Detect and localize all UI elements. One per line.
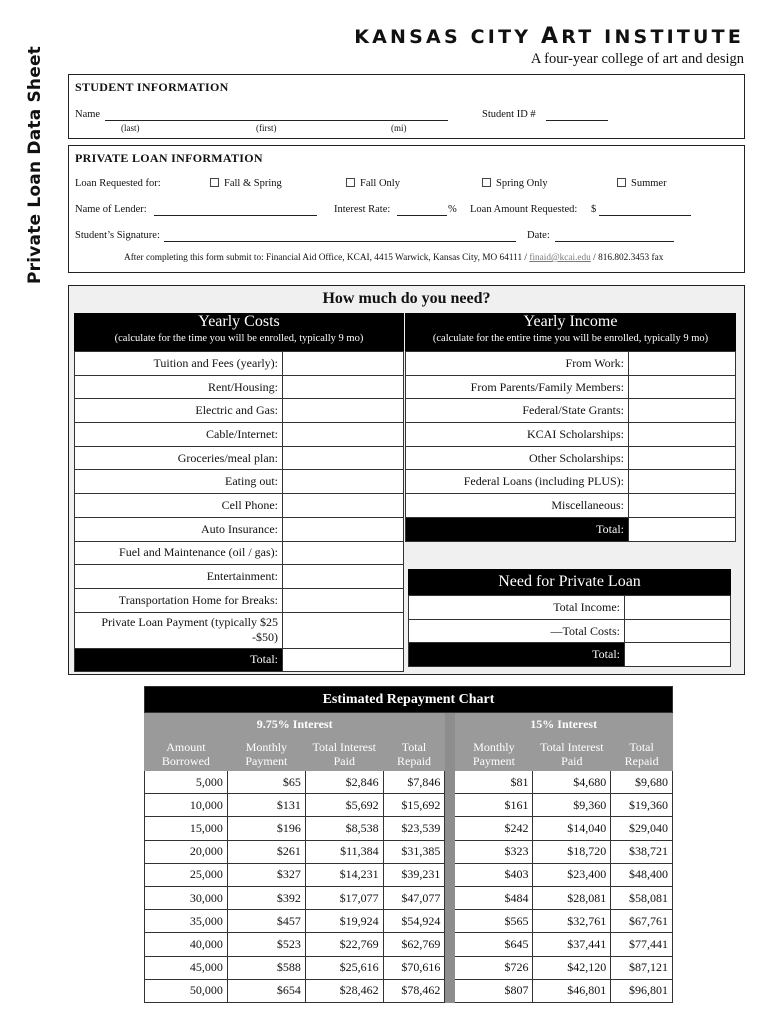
table-cell: $58,081 <box>611 886 673 909</box>
total-row <box>406 517 736 541</box>
income-row <box>406 375 736 399</box>
table-cell: $726 <box>455 956 533 979</box>
table-cell: $25,616 <box>305 956 383 979</box>
total-input[interactable] <box>283 648 404 672</box>
amount-input[interactable] <box>283 470 404 494</box>
total-row <box>75 648 404 672</box>
table-cell: $9,360 <box>533 794 611 817</box>
name-field[interactable] <box>105 120 448 121</box>
costs-row <box>75 352 404 376</box>
row-label: Auto Insurance: <box>75 517 283 541</box>
table-cell: 15,000 <box>145 817 228 840</box>
row-label: Fuel and Maintenance (oil / gas): <box>75 541 283 565</box>
column-gap <box>445 956 455 979</box>
submit-instructions <box>124 253 663 263</box>
costs-row <box>75 565 404 589</box>
table-cell: $196 <box>227 817 305 840</box>
amount-input[interactable] <box>625 619 731 643</box>
table-cell: $4,680 <box>533 771 611 794</box>
table-cell: $8,538 <box>305 817 383 840</box>
column-gap <box>445 979 455 1002</box>
costs-row <box>75 446 404 470</box>
row-label: Cable/Internet: <box>75 423 283 447</box>
table-cell: $645 <box>455 933 533 956</box>
row-label: Total Income: <box>409 596 625 620</box>
table-cell: $161 <box>455 794 533 817</box>
income-row <box>406 446 736 470</box>
costs-row <box>75 494 404 518</box>
column-header: Total Repaid <box>611 737 673 771</box>
table-cell: 10,000 <box>145 794 228 817</box>
table-cell: $654 <box>227 979 305 1002</box>
amount-field[interactable] <box>599 215 691 216</box>
table-cell: $242 <box>455 817 533 840</box>
amount-input[interactable] <box>629 375 736 399</box>
student-id-field[interactable] <box>546 120 608 121</box>
rate-1-header: 9.75% Interest <box>145 713 445 737</box>
amount-input[interactable] <box>283 352 404 376</box>
table-cell: $22,769 <box>305 933 383 956</box>
income-row <box>406 352 736 376</box>
table-cell: $31,385 <box>383 840 445 863</box>
column-gap <box>445 794 455 817</box>
table-cell: 40,000 <box>145 933 228 956</box>
table-cell: $78,462 <box>383 979 445 1002</box>
rate-2-header: 15% Interest <box>455 713 673 737</box>
checkbox-icon[interactable] <box>482 178 491 187</box>
amount-label: Loan Amount Requested: <box>470 204 578 215</box>
table-cell: $77,441 <box>611 933 673 956</box>
amount-input[interactable] <box>283 446 404 470</box>
column-gap <box>445 863 455 886</box>
amount-input[interactable] <box>629 470 736 494</box>
row-label: Private Loan Payment (typically $25 -$50) <box>75 612 283 648</box>
total-label: Total: <box>406 517 629 541</box>
amount-input[interactable] <box>629 352 736 376</box>
table-cell: $65 <box>227 771 305 794</box>
row-label: —Total Costs: <box>409 619 625 643</box>
row-label: Entertainment: <box>75 565 283 589</box>
costs-row <box>75 541 404 565</box>
costs-row <box>75 517 404 541</box>
row-label: Eating out: <box>75 470 283 494</box>
costs-row <box>75 588 404 612</box>
table-cell: 25,000 <box>145 863 228 886</box>
column-gap <box>445 713 455 737</box>
column-header: Monthly Payment <box>455 737 533 771</box>
table-cell: $588 <box>227 956 305 979</box>
amount-input[interactable] <box>283 375 404 399</box>
column-gap <box>445 933 455 956</box>
column-gap <box>445 817 455 840</box>
table-cell: $70,616 <box>383 956 445 979</box>
amount-input[interactable] <box>283 494 404 518</box>
table-row <box>145 956 673 979</box>
column-gap <box>445 910 455 933</box>
table-cell: 20,000 <box>145 840 228 863</box>
table-cell: $17,077 <box>305 886 383 909</box>
table-row <box>145 979 673 1002</box>
row-label: Cell Phone: <box>75 494 283 518</box>
amount-input[interactable] <box>629 446 736 470</box>
first-name-hint: (first) <box>256 123 277 133</box>
amount-input[interactable] <box>629 494 736 518</box>
total-input[interactable] <box>625 643 731 667</box>
option-fall-spring-label: Fall & Spring <box>224 178 282 189</box>
column-header: Total Interest Paid <box>533 737 611 771</box>
signature-label: Student’s Signature: <box>75 230 160 241</box>
table-row <box>145 933 673 956</box>
loan-info-title: PRIVATE LOAN INFORMATION <box>75 151 263 165</box>
table-cell: $11,384 <box>305 840 383 863</box>
income-row <box>406 494 736 518</box>
column-gap <box>445 886 455 909</box>
signature-field[interactable] <box>164 241 516 242</box>
table-cell: $28,081 <box>533 886 611 909</box>
table-row <box>145 817 673 840</box>
column-header: Total Repaid <box>383 737 445 771</box>
lender-label: Name of Lender: <box>75 204 147 215</box>
table-row <box>145 910 673 933</box>
row-label: Miscellaneous: <box>406 494 629 518</box>
yearly-costs-subtitle: (calculate for the time you will be enrolled, typically 9 mo) <box>114 333 364 344</box>
table-cell: $565 <box>455 910 533 933</box>
yearly-income-table <box>405 351 736 542</box>
total-input[interactable] <box>629 517 736 541</box>
contact-tail: / 816.802.3453 fax <box>593 253 664 263</box>
table-cell: $392 <box>227 886 305 909</box>
table-cell: $37,441 <box>533 933 611 956</box>
student-id-label: Student ID # <box>482 109 536 120</box>
amount-input[interactable] <box>283 565 404 589</box>
option-summer[interactable] <box>617 178 667 189</box>
amount-input[interactable] <box>629 423 736 447</box>
last-name-hint: (last) <box>121 123 140 133</box>
table-cell: $323 <box>455 840 533 863</box>
table-cell: $38,721 <box>611 840 673 863</box>
email-link[interactable]: finaid@kcai.edu <box>529 253 591 263</box>
table-cell: $23,539 <box>383 817 445 840</box>
percent-sign: % <box>448 204 457 215</box>
private-loan-table <box>408 595 731 667</box>
amount-input[interactable] <box>283 399 404 423</box>
loan-requested-label: Loan Requested for: <box>75 178 161 189</box>
table-cell: $19,360 <box>611 794 673 817</box>
submit-text: After completing this form submit to: Financial Aid Office, KCAI, 4415 Warwick, Kansas City, MO 64111 / <box>124 253 528 263</box>
row-label: Federal/State Grants: <box>406 399 629 423</box>
yearly-costs-header <box>74 313 404 351</box>
table-cell: $18,720 <box>533 840 611 863</box>
total-label: Total: <box>75 648 283 672</box>
table-cell: $29,040 <box>611 817 673 840</box>
column-header: Monthly Payment <box>227 737 305 771</box>
table-cell: $807 <box>455 979 533 1002</box>
table-cell: $484 <box>455 886 533 909</box>
table-cell: $54,924 <box>383 910 445 933</box>
date-label: Date: <box>527 230 550 241</box>
table-cell: $131 <box>227 794 305 817</box>
table-row <box>145 863 673 886</box>
private-row <box>409 596 731 620</box>
school-name-part3: RT INSTITUTE <box>561 26 744 48</box>
table-cell: $81 <box>455 771 533 794</box>
table-cell: $2,846 <box>305 771 383 794</box>
table-cell: $15,692 <box>383 794 445 817</box>
school-name-part1: KANSAS CITY <box>354 26 541 48</box>
costs-row <box>75 470 404 494</box>
total-label: Total: <box>409 643 625 667</box>
side-title <box>22 45 48 284</box>
table-cell: 50,000 <box>145 979 228 1002</box>
column-gap <box>445 737 455 771</box>
yearly-costs-table <box>74 351 404 672</box>
costs-row <box>75 612 404 648</box>
income-row <box>406 399 736 423</box>
loan-info-section <box>68 145 745 273</box>
table-cell: $14,040 <box>533 817 611 840</box>
repayment-title: Estimated Repayment Chart <box>145 687 673 713</box>
mi-hint: (mi) <box>391 123 407 133</box>
yearly-income-title: Yearly Income <box>523 313 618 330</box>
table-row <box>145 886 673 909</box>
row-label: Electric and Gas: <box>75 399 283 423</box>
table-cell: $14,231 <box>305 863 383 886</box>
dollar-sign: $ <box>591 204 597 215</box>
repayment-chart <box>144 686 673 1003</box>
rate-label: Interest Rate: <box>334 204 391 215</box>
row-label: KCAI Scholarships: <box>406 423 629 447</box>
lender-field[interactable] <box>154 215 317 216</box>
school-name-part2: A <box>541 24 562 49</box>
amount-input[interactable] <box>283 612 404 648</box>
private-row <box>409 619 731 643</box>
checkbox-icon[interactable] <box>617 178 626 187</box>
income-row <box>406 423 736 447</box>
checkbox-icon[interactable] <box>346 178 355 187</box>
column-header: Total Interest Paid <box>305 737 383 771</box>
yearly-income-header <box>405 313 736 351</box>
table-row <box>145 840 673 863</box>
column-gap <box>445 840 455 863</box>
need-title: How much do you need? <box>322 290 491 307</box>
side-title-text: Private Loan Data Sheet <box>25 45 45 284</box>
private-loan-title: Need for Private Loan <box>498 573 641 590</box>
table-cell: $67,761 <box>611 910 673 933</box>
table-cell: $5,692 <box>305 794 383 817</box>
private-loan-header <box>408 569 731 595</box>
rate-field[interactable] <box>397 215 447 216</box>
table-cell: $403 <box>455 863 533 886</box>
column-gap <box>445 771 455 794</box>
option-fall-only-label: Fall Only <box>360 178 400 189</box>
table-cell: 45,000 <box>145 956 228 979</box>
table-cell: $9,680 <box>611 771 673 794</box>
date-field[interactable] <box>555 241 674 242</box>
row-label: From Parents/Family Members: <box>406 375 629 399</box>
option-fall-only[interactable] <box>346 178 400 189</box>
need-panel <box>68 285 745 675</box>
costs-row <box>75 423 404 447</box>
school-name <box>354 24 744 49</box>
school-tagline: A four-year college of art and design <box>530 51 744 67</box>
table-cell: $48,400 <box>611 863 673 886</box>
school-header <box>354 24 744 68</box>
table-cell: 5,000 <box>145 771 228 794</box>
table-cell: $327 <box>227 863 305 886</box>
amount-input[interactable] <box>283 588 404 612</box>
table-cell: $87,121 <box>611 956 673 979</box>
table-cell: $32,761 <box>533 910 611 933</box>
table-cell: $47,077 <box>383 886 445 909</box>
row-label: From Work: <box>406 352 629 376</box>
name-label: Name <box>75 109 101 120</box>
costs-row <box>75 399 404 423</box>
table-cell: 30,000 <box>145 886 228 909</box>
table-cell: $96,801 <box>611 979 673 1002</box>
costs-row <box>75 375 404 399</box>
row-label: Groceries/meal plan: <box>75 446 283 470</box>
table-cell: $457 <box>227 910 305 933</box>
row-label: Federal Loans (including PLUS): <box>406 470 629 494</box>
amount-input[interactable] <box>283 423 404 447</box>
table-cell: $23,400 <box>533 863 611 886</box>
table-cell: $42,120 <box>533 956 611 979</box>
yearly-income-subtitle: (calculate for the entire time you will be enrolled, typically 9 mo) <box>432 333 709 344</box>
table-row <box>145 771 673 794</box>
option-spring-only[interactable] <box>482 178 548 189</box>
checkbox-icon[interactable] <box>210 178 219 187</box>
amount-input[interactable] <box>283 517 404 541</box>
option-fall-spring[interactable] <box>210 178 282 189</box>
option-spring-only-label: Spring Only <box>496 178 548 189</box>
row-label: Rent/Housing: <box>75 375 283 399</box>
table-cell: $28,462 <box>305 979 383 1002</box>
yearly-costs-title: Yearly Costs <box>198 313 280 330</box>
table-cell: 35,000 <box>145 910 228 933</box>
amount-input[interactable] <box>625 596 731 620</box>
table-cell: $7,846 <box>383 771 445 794</box>
table-cell: $261 <box>227 840 305 863</box>
table-cell: $19,924 <box>305 910 383 933</box>
option-summer-label: Summer <box>631 178 667 189</box>
row-label: Tuition and Fees (yearly): <box>75 352 283 376</box>
amount-input[interactable] <box>629 399 736 423</box>
row-label: Transportation Home for Breaks: <box>75 588 283 612</box>
table-cell: $39,231 <box>383 863 445 886</box>
table-cell: $523 <box>227 933 305 956</box>
row-label: Other Scholarships: <box>406 446 629 470</box>
student-info-title: STUDENT INFORMATION <box>75 80 229 94</box>
table-cell: $46,801 <box>533 979 611 1002</box>
income-row <box>406 470 736 494</box>
amount-input[interactable] <box>283 541 404 565</box>
table-cell: $62,769 <box>383 933 445 956</box>
table-row <box>145 794 673 817</box>
total-row <box>409 643 731 667</box>
column-header: Amount Borrowed <box>145 737 228 771</box>
student-info-section <box>68 74 745 139</box>
